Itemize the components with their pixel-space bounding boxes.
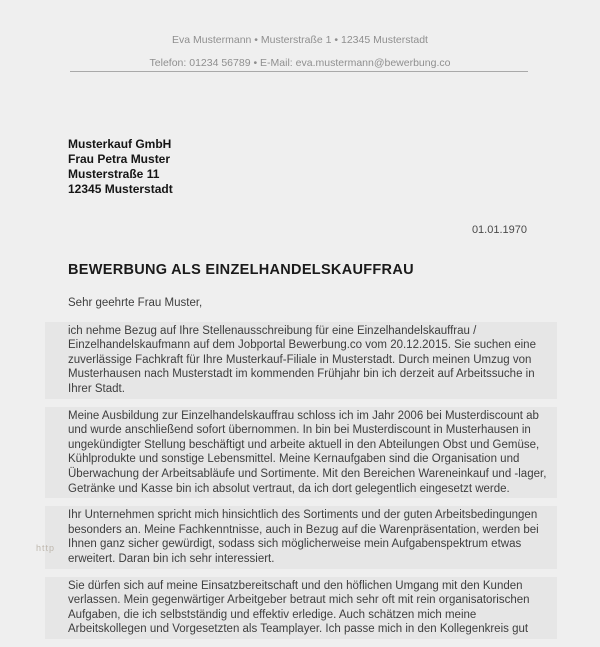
recipient-contact-person: Frau Petra Muster [68,152,171,166]
recipient-street: Musterstraße 11 [68,167,160,181]
recipient-address [68,137,173,197]
paragraph-introduction: ich nehme Bezug auf Ihre Stellenausschreibung für eine Einzelhandelskauffrau / Einzelhandelskaufmann auf dem Jobportal Bewerbung.co vom 20.12.2015. Sie suchen eine zuverlässige Fachkraft für Ihre Musterkauf-Filiale in Musterstadt. Durch meinen Umzug von Musterhausen nach Musterstadt im kommenden Frühjahr bin ich derzeit auf Arbeitssuche in Ihrer Stadt. [45,322,557,399]
letter-header [0,29,600,75]
subject-line: BEWERBUNG ALS EINZELHANDELSKAUFFRAU [68,262,414,278]
salutation: Sehr geehrte Frau Muster, [68,297,203,309]
watermark-text: http [36,543,56,553]
paragraph-strengths: Sie dürfen sich auf meine Einsatzbereitschaft und den höflichen Umgang mit den Kunden verlassen. Mein gegenwärtiger Arbeitgeber betraut mich sehr oft mit rein organisatorischen Aufgaben, die ich selbstständig und effektiv erledige. Auch schätzen mich meine Arbeitskollegen und Vorgesetzten als Teamplayer. Ich passe mich in den Kollegenkreis gut [45,577,557,639]
paragraph-experience: Meine Ausbildung zur Einzelhandelskauffrau schloss ich im Jahr 2006 bei Musterdiscount ab und wurde anschließend sofort übernommen. In bin bei Musterdiscount in Musterhausen in ungekündigter Stellung beschäftigt und arbeite aktuell in den Abteilungen Obst und Gemüse, Kühlprodukte und sonstige Lebensmittel. Meine Kernaufgaben sind die Organisation und Überwachung der Arbeitsabläufe und Sortimente. Mit den Bereichen Wareneinkauf und -lager, Getränke und Kasse bin ich absolut vertraut, da ich dort gelegentlich eingesetzt werde. [45,407,557,499]
recipient-company: Musterkauf GmbH [68,137,172,151]
letter-body [45,296,557,647]
recipient-city: 12345 Musterstadt [68,182,173,196]
header-divider [70,71,528,72]
sender-phone-email-line: Telefon: 01234 56789 • E-Mail: eva.mustermann@bewerbung.co [149,57,451,69]
letter-date: 01.01.1970 [471,224,527,236]
paragraph-motivation: Ihr Unternehmen spricht mich hinsichtlich des Sortiments und der guten Arbeitsbedingungen besonders an. Meine Fachkenntnisse, auch in Bezug auf die Warenpräsentation, werden bei Ihnen ganz sicher gewürdigt, sodass sich möglicherweise mein Aufgabenspektrum etwas erweitert. Daran bin ich sehr interessiert. [45,506,557,568]
sender-contact-line: Eva Mustermann • Musterstraße 1 • 12345 Musterstadt [172,34,428,46]
